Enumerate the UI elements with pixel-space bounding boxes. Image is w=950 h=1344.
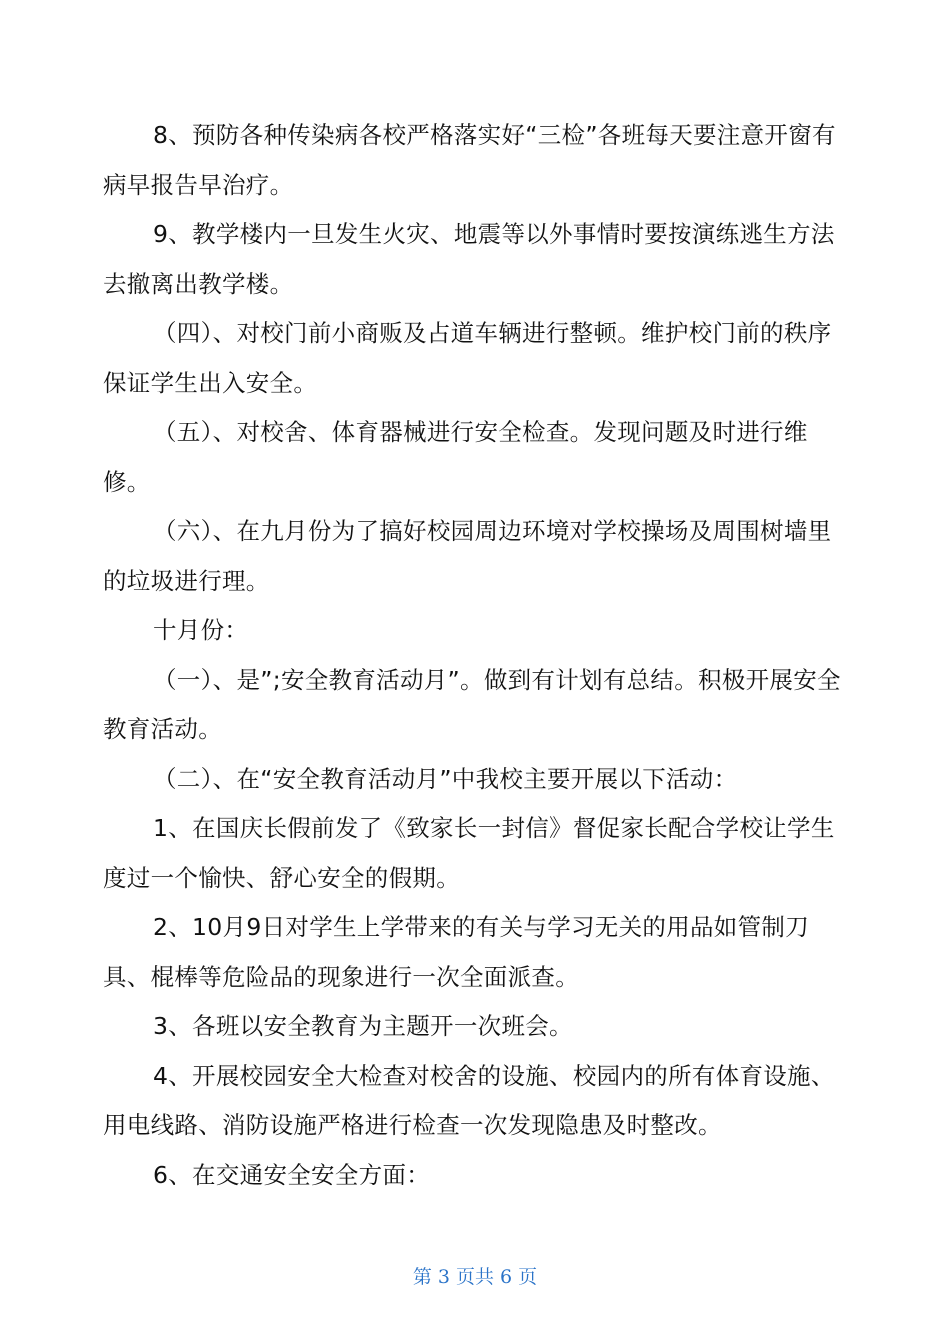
- activity-item-1: 1、在国庆长假前发了《致家长一封信》督促家长配合学校让学生度过一个愉快、舒心安全的假期。: [103, 814, 835, 892]
- document-body: [103, 111, 843, 1200]
- paragraph-section-6: （六）、在九月份为了搞好校园周边环境对学校操场及周围树墙里的垃圾进行理。: [103, 517, 832, 595]
- activity-item-4: 4、开展校园安全大检查对校舍的设施、校园内的所有体育设施、用电线路、消防设施严格进行检查一次发现隐患及时整改。: [103, 1061, 835, 1139]
- page-number-footer: 第 3 页共 6 页: [412, 1266, 538, 1288]
- activity-item-2: 2、10月9日对学生上学带来的有关与学习无关的用品如管制刀具、棍棒等危险品的现象进行一次全面派查。: [103, 913, 810, 991]
- paragraph-october-2: （二）、在“安全教育活动月”中我校主要开展以下活动：: [153, 764, 738, 793]
- paragraph-item-8: 8、预防各种传染病各校严格落实好“三检”各班每天要注意开窗有病早报告早治疗。: [103, 121, 836, 199]
- paragraph-item-9: 9、教学楼内一旦发生火灾、地震等以外事情时要按演练逃生方法去撤离出教学楼。: [103, 220, 835, 298]
- paragraph-section-5: （五）、对校舍、体育器械进行安全检查。发现问题及时进行维修。: [103, 418, 808, 496]
- paragraph-section-4: （四）、对校门前小商贩及占道车辆进行整顿。维护校门前的秩序保证学生出入安全。: [103, 319, 832, 397]
- activity-item-3: 3、各班以安全教育为主题开一次班会。: [153, 1012, 573, 1040]
- month-heading-october: 十月份：: [153, 616, 249, 644]
- activity-item-6: 6、在交通安全安全方面：: [153, 1160, 431, 1189]
- paragraph-october-1: （一）、是”;安全教育活动月”。做到有计划有总结。积极开展安全教育活动。: [103, 665, 841, 743]
